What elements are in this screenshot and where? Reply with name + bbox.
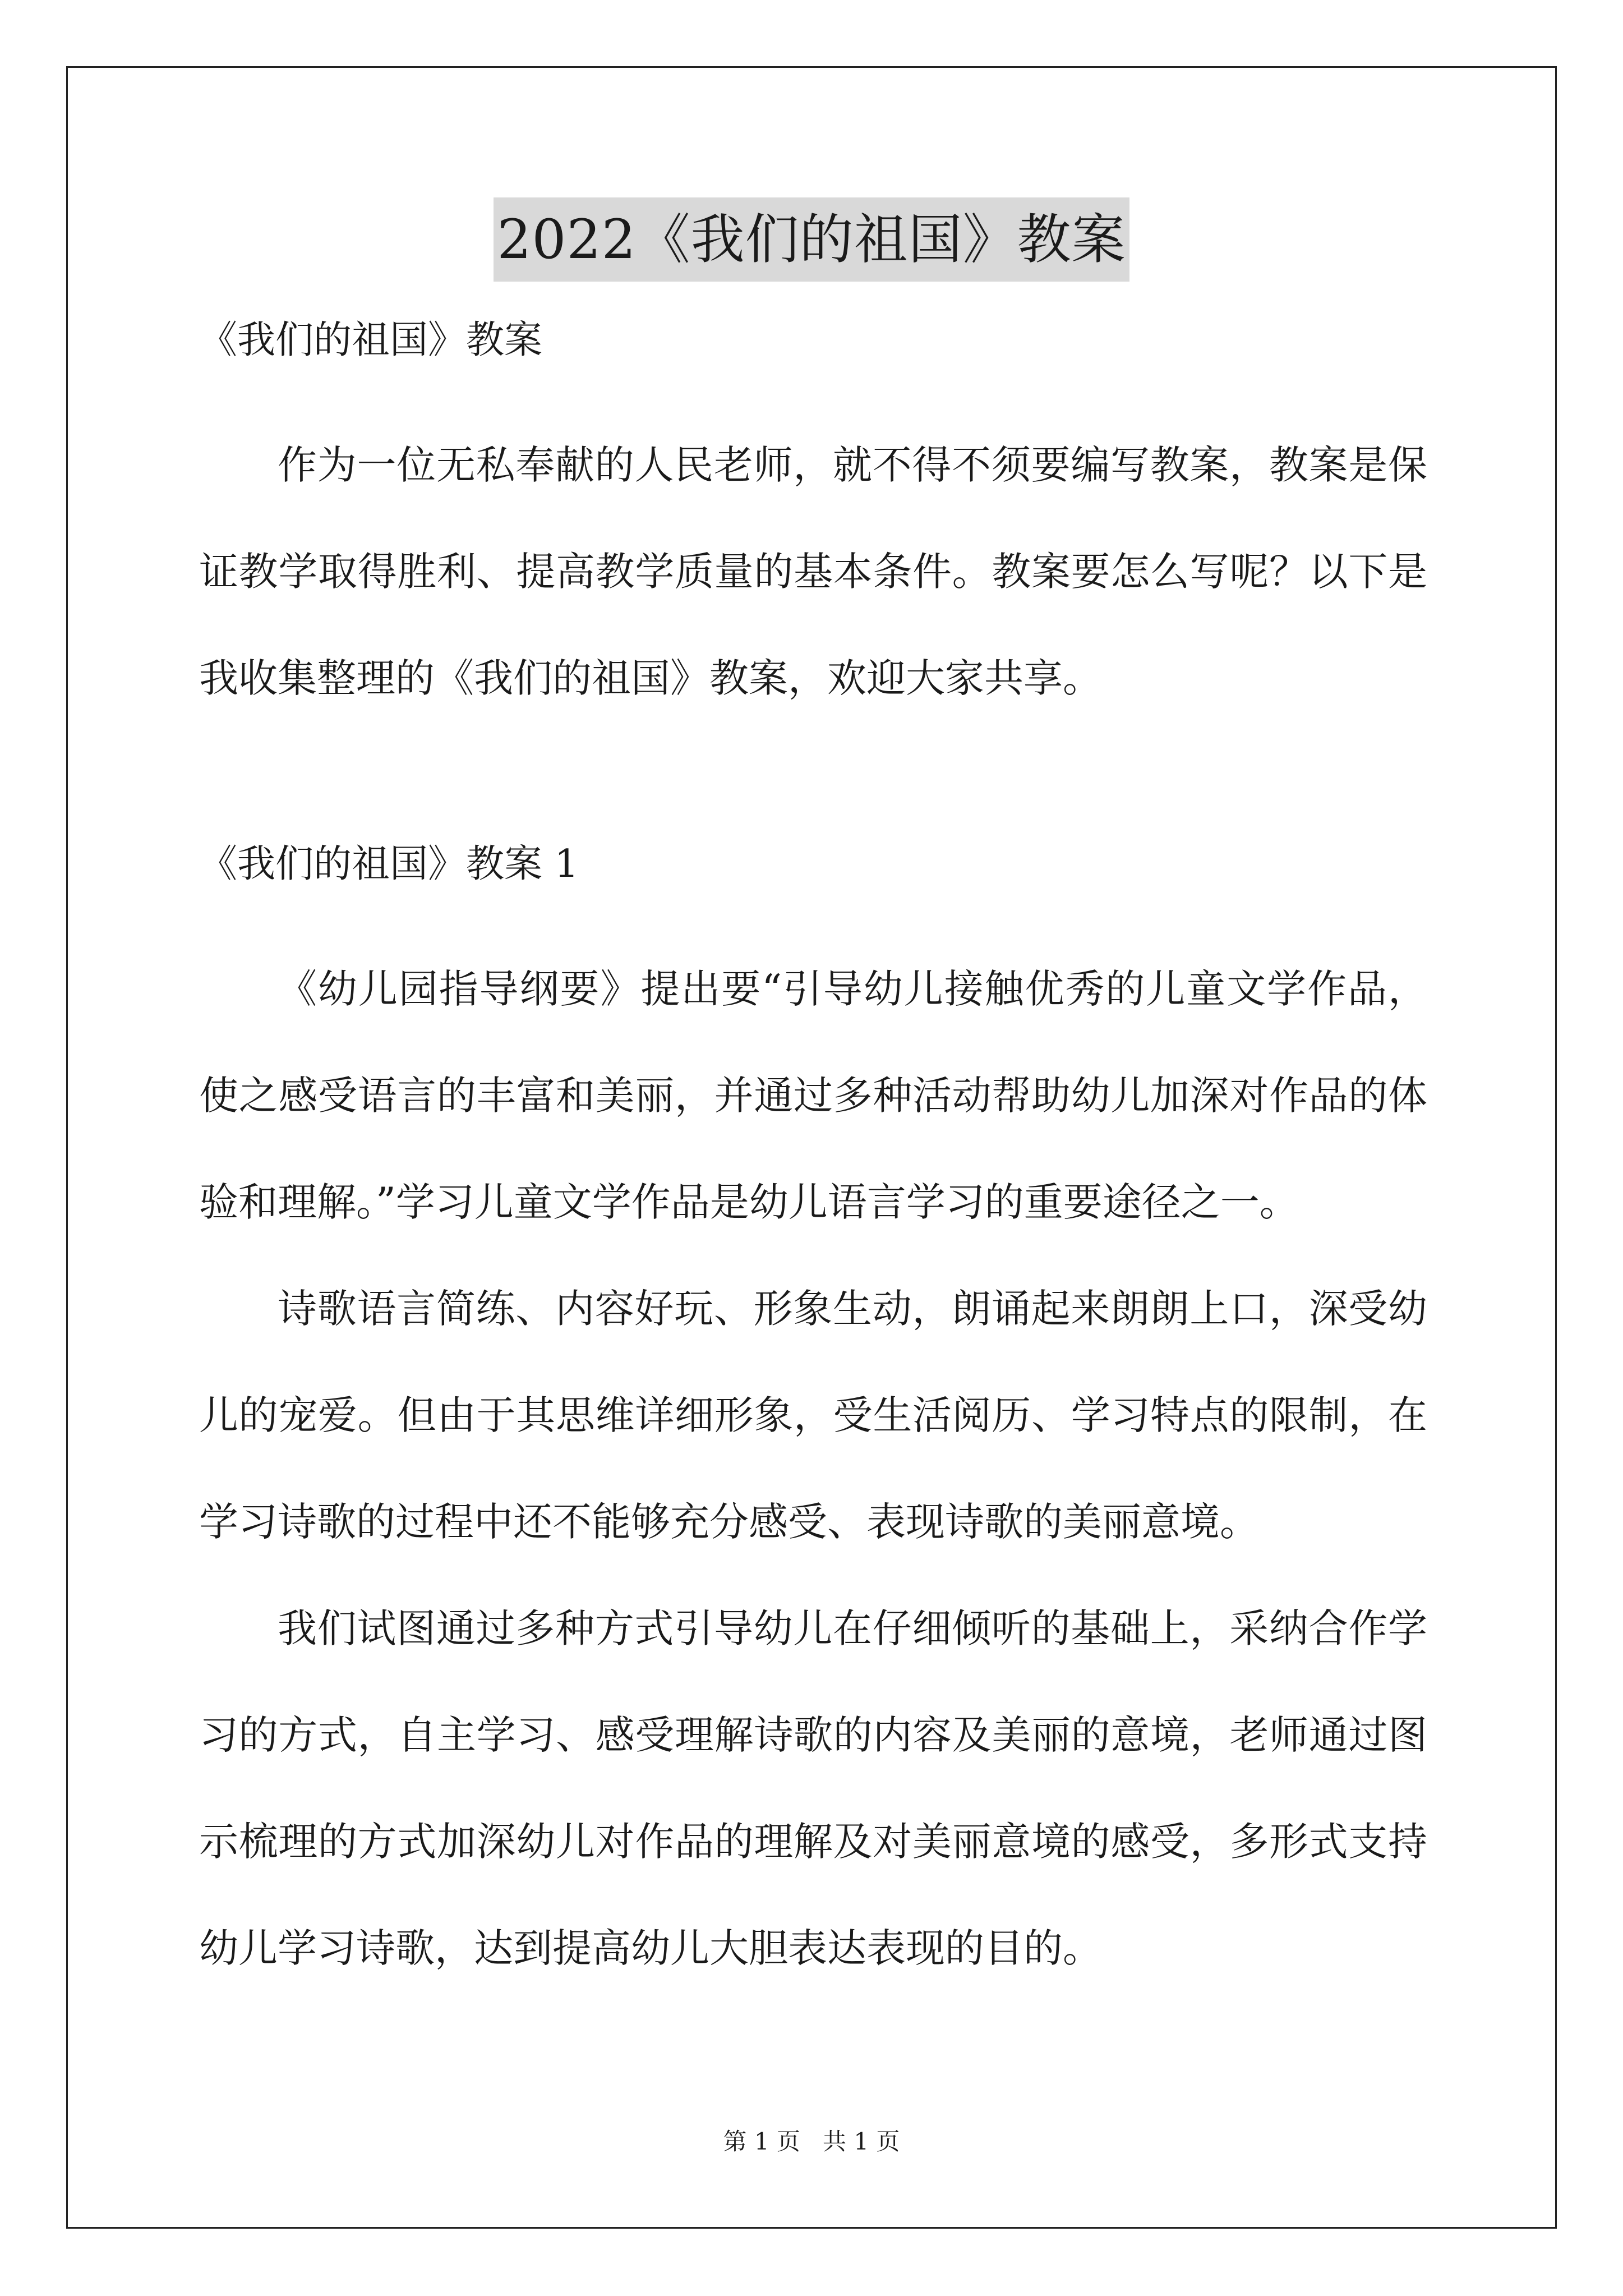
section-heading: 《我们的祖国》教案 1	[199, 842, 579, 886]
section-paragraph: 《幼儿园指导纲要》提出要“引导幼儿接触优秀的儿童文学作品，使之感受语言的丰富和美丽，并通过多种活动帮助幼儿加深对作品的体验和理解。”学习儿童文学作品是幼儿语言学习的重要途径之一。	[199, 966, 1427, 1225]
intro-paragraph: 作为一位无私奉献的人民老师，就不得不须要编写教案，教案是保证教学取得胜利、提高教学质量的基本条件。教案要怎么写呢？以下是我收集整理的《我们的祖国》教案，欢迎大家共享。	[199, 442, 1427, 701]
document-body	[199, 314, 1427, 2001]
page-footer: 第 1 页 共 1 页	[723, 2128, 900, 2155]
section-spacer	[199, 731, 1427, 838]
document-title: 2022《我们的祖国》教案	[494, 197, 1129, 282]
section-paragraph: 诗歌语言简练、内容好玩、形象生动，朗诵起来朗朗上口，深受幼儿的宠爱。但由于其思维详细形象，受生活阅历、学习特点的限制，在学习诗歌的过程中还不能够充分感受、表现诗歌的美丽意境。	[199, 1286, 1427, 1545]
intro-heading: 《我们的祖国》教案	[199, 318, 543, 362]
spacer	[199, 891, 1427, 936]
title-container	[0, 197, 1623, 282]
section-paragraph: 我们试图通过多种方式引导幼儿在仔细倾听的基础上，采纳合作学习的方式，自主学习、感受理解诗歌的内容及美丽的意境，老师通过图示梳理的方式加深幼儿对作品的理解及对美丽意境的感受，多形式支持幼儿学习诗歌，达到提高幼儿大胆表达表现的目的。	[199, 1605, 1427, 1971]
spacer	[199, 367, 1427, 412]
